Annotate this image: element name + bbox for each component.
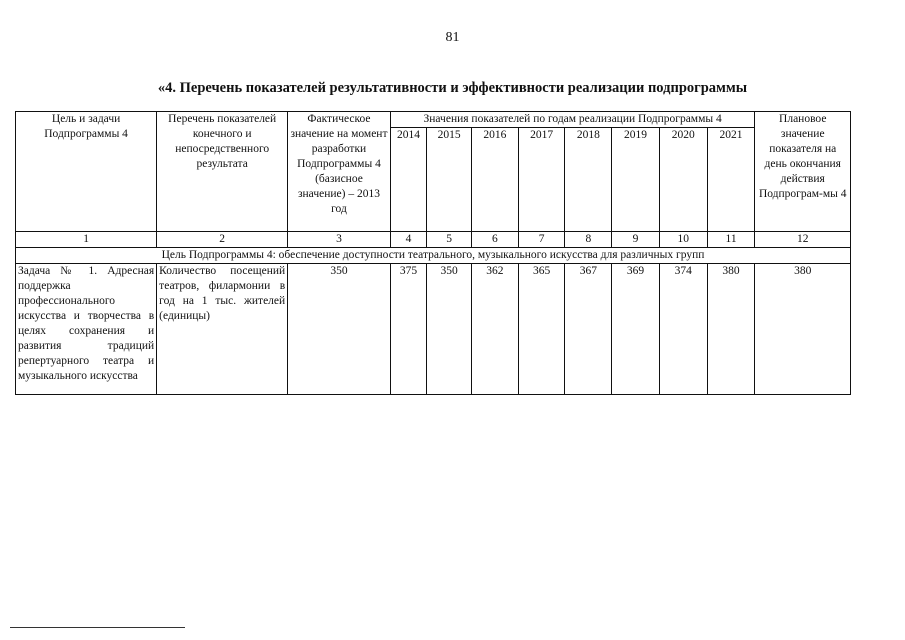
year-value-cell: 365 bbox=[518, 264, 565, 395]
column-number-row bbox=[16, 232, 851, 248]
year-value-cell: 375 bbox=[390, 264, 427, 395]
column-number: 2 bbox=[157, 232, 288, 248]
header-indicators-list: Перечень показателей конечного и непосредственного результата bbox=[157, 112, 288, 232]
year-value-cell: 380 bbox=[707, 264, 755, 395]
column-number: 3 bbox=[288, 232, 391, 248]
header-planned-value: Плановое значение показателя на день окончания действия Подпрограм-мы 4 bbox=[755, 112, 851, 232]
header-years-group: Значения показателей по годам реализации Подпрограммы 4 bbox=[390, 112, 755, 128]
planned-value-cell: 380 bbox=[755, 264, 851, 395]
year-value-cell: 367 bbox=[565, 264, 612, 395]
year-value-cell: 369 bbox=[612, 264, 660, 395]
goal-text: Цель Подпрограммы 4: обеспечение доступности театрального, музыкального искусства для различных групп bbox=[16, 248, 851, 264]
document-title: «4. Перечень показателей результативности и эффективности реализации подпрограммы bbox=[157, 80, 748, 96]
year-value-cell: 374 bbox=[659, 264, 707, 395]
header-year: 2018 bbox=[565, 128, 612, 232]
column-number: 1 bbox=[16, 232, 157, 248]
column-number: 6 bbox=[472, 232, 519, 248]
header-base-value: Фактическое значение на момент разработки Подпрограммы 4 (базисное значение) – 2013 год bbox=[288, 112, 391, 232]
column-number: 12 bbox=[755, 232, 851, 248]
column-number: 11 bbox=[707, 232, 755, 248]
header-year: 2014 bbox=[390, 128, 427, 232]
footnote-separator bbox=[10, 627, 185, 628]
task-cell: Задача № 1. Адресная поддержка профессионального искусства и творчества в целях сохранения и развития традиций репертуарного театра и музыкального искусства bbox=[16, 264, 157, 395]
indicators-table bbox=[15, 111, 851, 395]
header-year: 2017 bbox=[518, 128, 565, 232]
header-year: 2016 bbox=[472, 128, 519, 232]
page-number: 81 bbox=[445, 30, 460, 45]
table-row bbox=[16, 264, 851, 395]
header-year: 2021 bbox=[707, 128, 755, 232]
column-number: 4 bbox=[390, 232, 427, 248]
year-value-cell: 350 bbox=[427, 264, 472, 395]
header-year: 2019 bbox=[612, 128, 660, 232]
column-number: 5 bbox=[427, 232, 472, 248]
goal-row bbox=[16, 248, 851, 264]
header-goals-tasks: Цель и задачи Подпрограммы 4 bbox=[16, 112, 157, 232]
base-value-cell: 350 bbox=[288, 264, 391, 395]
column-number: 8 bbox=[565, 232, 612, 248]
header-row bbox=[16, 112, 851, 128]
header-year: 2020 bbox=[659, 128, 707, 232]
year-value-cell: 362 bbox=[472, 264, 519, 395]
column-number: 7 bbox=[518, 232, 565, 248]
header-year: 2015 bbox=[427, 128, 472, 232]
column-number: 10 bbox=[659, 232, 707, 248]
indicator-cell: Количество посещений театров, филармонии в год на 1 тыс. жителей (единицы) bbox=[157, 264, 288, 395]
column-number: 9 bbox=[612, 232, 660, 248]
